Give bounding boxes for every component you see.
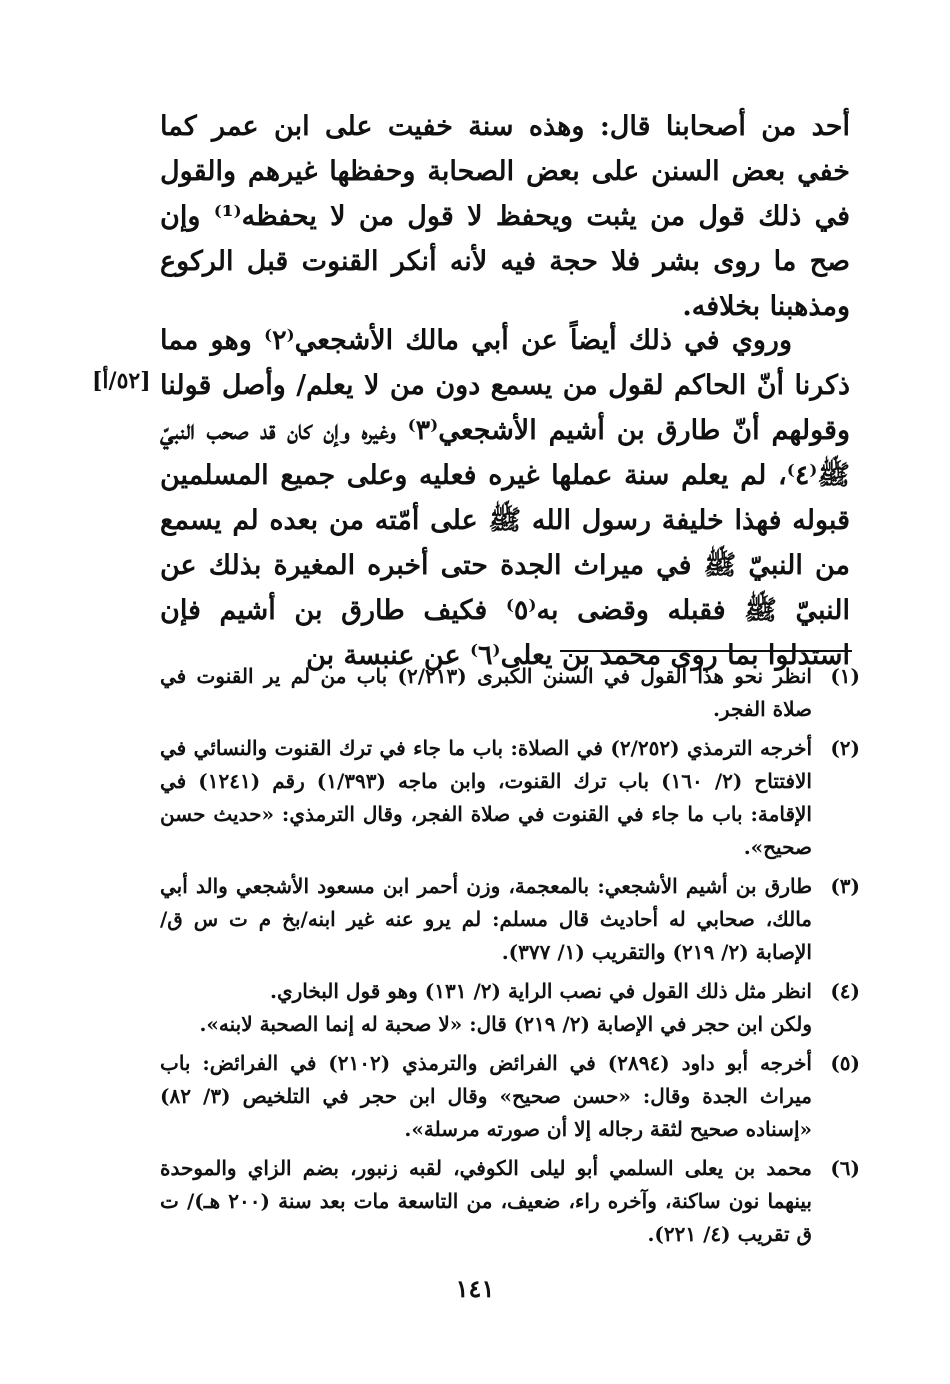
paragraph-text: وروي في ذلك أيضاً عن أبي مالك الأشجعي⁽٢⁾ وهو مما ذكرنا أنّ الحاكم لقول من يسمع دون من لا يعلم/ وأصل قولنا وقولهم أنّ طارق بن أشيم الأشجعي⁽٣⁾ وغيره وإن كان قد صحب النبيّ ﷺ⁽٤⁾، لم يعلم سنة عملها غيره فعليه وعلى جميع المسلمين قبوله فهذا خليفة رسول الله ﷺ على أمّته من بعده لم يسمع من النبيّ ﷺ في ميراث الجدة حتى أخبره المغيرة بذلك عن النبيّ ﷺ فقبله وقضى به⁽٥⁾ فكيف طارق بن أشيم فإن استدلوا بما روى محمد بن يعلى⁽٦⁾ عن عنبسة بن bbox=[160, 325, 850, 671]
body-paragraph-1 bbox=[160, 104, 850, 329]
footnote-continuation: ولكن ابن حجر في الإصابة (٢/ ٢١٩) قال: «لا صحبة له إنما الصحبة لابنه». bbox=[199, 1012, 812, 1036]
footnote bbox=[160, 732, 860, 864]
footnote bbox=[160, 660, 860, 726]
footnote-text: محمد بن يعلى السلمي أبو ليلى الكوفي، لقبه زنبور، بضم الزاي والموحدة بينهما نون ساكنة، وآخره راء، ضعيف، من التاسعة مات بعد سنة (٢٠٠ هـ)/ ت ق تقريب (٤/ ٢٢١). bbox=[160, 1156, 812, 1246]
footnote-number: (٣) bbox=[830, 874, 860, 898]
footnote-text-block bbox=[160, 975, 812, 1041]
footnote-text: طارق بن أشيم الأشجعي: بالمعجمة، وزن أحمر ابن مسعود الأشجعي والد أبي مالك، صحابي له أحاديث قال مسلم: لم يرو عنه غير ابنه/بخ م ت س ق/ الإصابة (٢/ ٢١٩) والتقريب (١/ ٣٧٧). bbox=[160, 874, 812, 964]
footnotes-section bbox=[160, 660, 860, 1257]
footnote-number: (٥) bbox=[830, 1051, 860, 1075]
body-paragraph-2 bbox=[160, 318, 850, 678]
footnote-number: (٤) bbox=[830, 979, 860, 1003]
footnote bbox=[160, 975, 860, 1041]
paragraph-text: أحد من أصحابنا قال: وهذه سنة خفيت على ابن عمر كما خفي بعض السنن على بعض الصحابة وحفظها غيرهم والقول في ذلك قول من يثبت ويحفظ لا قول من لا يحفظه⁽¹⁾ وإن صح ما روى بشر فلا حجة فيه لأنه أنكر القنوت قبل الركوع ومذهبنا بخلافه. bbox=[160, 111, 850, 322]
manuscript-folio-marker: [٥٢/أ] bbox=[92, 368, 151, 394]
footnote-text: أخرجه أبو داود (٢٨٩٤) في الفرائض والترمذي (٢١٠٢) في الفرائض: باب ميراث الجدة وقال: «حسن صحيح» وقال ابن حجر في التلخيص (٣/ ٨٢) «إسناده صحيح لثقة رجاله إلا أن صورته مرسلة». bbox=[160, 1051, 812, 1141]
footnote-text: انظر نحو هذا القول في السنن الكبرى (٢/٢١٣) باب من لم ير القنوت في صلاة الفجر. bbox=[160, 664, 812, 721]
footnote bbox=[160, 1047, 860, 1146]
footnote-number: (١) bbox=[830, 664, 860, 688]
footnote-text: أخرجه الترمذي (٢/٢٥٢) في الصلاة: باب ما جاء في ترك القنوت والنسائي في الافتتاح (٢/ ١٦٠) باب ترك القنوت، وابن ماجه (١/٣٩٣) رقم (١٢٤١) في الإقامة: باب ما جاء في القنوت في صلاة الفجر، وقال الترمذي: «حديث حسن صحيح». bbox=[160, 736, 813, 859]
footnote-number: (٢) bbox=[830, 736, 860, 760]
footnote-number: (٦) bbox=[830, 1156, 860, 1180]
page-number: ١٤١ bbox=[455, 1274, 495, 1303]
footnote bbox=[160, 870, 860, 969]
footnote-separator bbox=[560, 650, 852, 652]
footnote bbox=[160, 1152, 860, 1251]
footnote-text: انظر مثل ذلك القول في نصب الراية (٢/ ١٣١) وهو قول البخاري. bbox=[269, 979, 812, 1003]
